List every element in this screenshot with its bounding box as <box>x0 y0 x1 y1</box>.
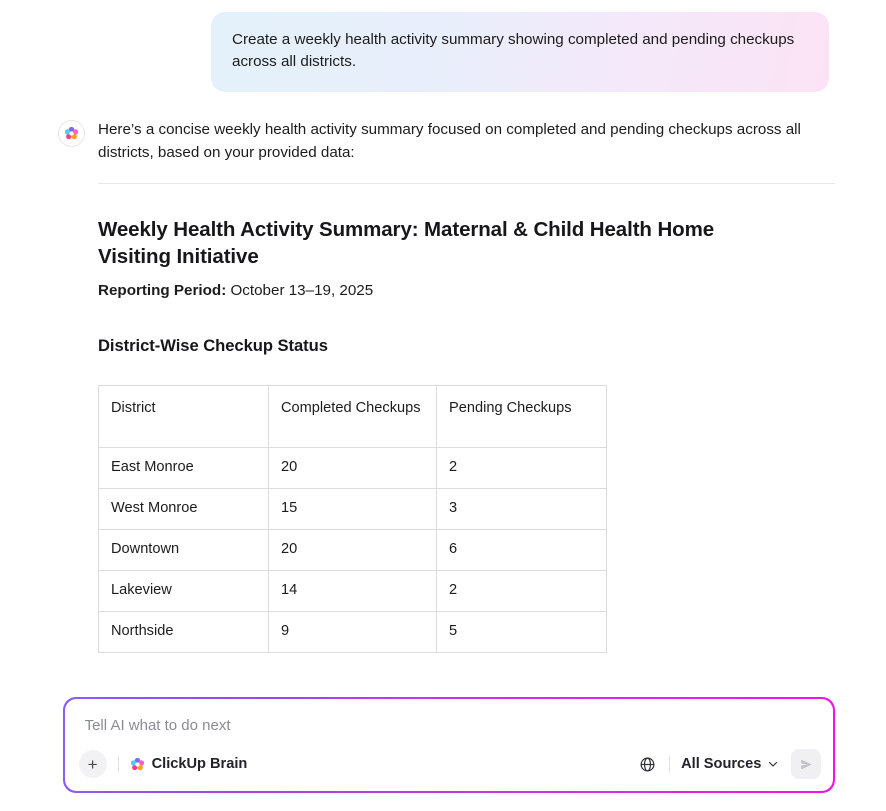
reporting-period-value: October 13–19, 2025 <box>230 281 374 299</box>
cell-district: Northside <box>99 612 269 653</box>
reporting-period-label: Reporting Period: <box>98 281 227 299</box>
cell-pending: 6 <box>437 530 607 571</box>
cell-completed: 14 <box>269 571 437 612</box>
table-row <box>99 448 607 489</box>
cell-pending: 2 <box>437 571 607 612</box>
composer-toolbar <box>79 747 822 781</box>
table-header-row <box>99 386 607 448</box>
cell-district: East Monroe <box>99 448 269 489</box>
table-header-completed: Completed Checkups <box>269 386 437 448</box>
send-icon <box>798 756 815 773</box>
model-selector-label: ClickUp Brain <box>151 756 248 773</box>
assistant-response <box>98 118 836 653</box>
cell-completed: 20 <box>269 530 437 571</box>
toolbar-divider-right <box>669 756 670 773</box>
globe-icon <box>639 756 656 773</box>
cell-district: West Monroe <box>99 489 269 530</box>
web-search-toggle-button[interactable] <box>636 753 658 775</box>
table-row <box>99 612 607 653</box>
assistant-avatar <box>58 120 85 147</box>
user-message-bubble: Create a weekly health activity summary showing completed and pending checkups across all districts. <box>211 12 829 92</box>
cell-completed: 9 <box>269 612 437 653</box>
clickup-brain-logo-icon <box>130 757 145 772</box>
section-divider <box>98 183 835 184</box>
composer-container <box>63 697 835 793</box>
reporting-period <box>98 280 836 303</box>
table-header-district: District <box>99 386 269 448</box>
table-row <box>99 530 607 571</box>
district-checkup-table <box>98 385 607 652</box>
cell-district: Lakeview <box>99 571 269 612</box>
assistant-intro-text: Here’s a concise weekly health activity summary focused on completed and pending checkups across all districts, based on your provided data: <box>98 121 801 162</box>
clickup-brain-logo-icon <box>64 126 79 141</box>
model-selector-button[interactable] <box>130 756 248 772</box>
table-header <box>99 386 607 448</box>
plus-icon: + <box>87 754 98 774</box>
checkup-table-wrapper <box>98 385 606 652</box>
add-attachment-button[interactable] <box>79 750 107 778</box>
sources-selector-button[interactable] <box>681 756 779 772</box>
chevron-down-icon <box>767 758 779 770</box>
composer[interactable] <box>65 699 834 792</box>
cell-completed: 15 <box>269 489 437 530</box>
composer-input-placeholder[interactable]: Tell AI what to do next <box>84 716 231 734</box>
section-heading: District-Wise Checkup Status <box>98 336 328 356</box>
cell-district: Downtown <box>99 530 269 571</box>
cell-pending: 3 <box>437 489 607 530</box>
table-body <box>99 448 607 652</box>
cell-pending: 2 <box>437 448 607 489</box>
cell-completed: 20 <box>269 448 437 489</box>
document-title: Weekly Health Activity Summary: Maternal & Child Health Home Visiting Initiative <box>98 218 714 269</box>
cell-pending: 5 <box>437 612 607 653</box>
table-row <box>99 489 607 530</box>
table-header-pending: Pending Checkups <box>437 386 607 448</box>
toolbar-divider-left <box>118 756 119 773</box>
sources-selector-label: All Sources <box>681 756 762 773</box>
table-row <box>99 571 607 612</box>
send-button[interactable] <box>791 749 821 779</box>
user-message-row <box>211 12 829 92</box>
